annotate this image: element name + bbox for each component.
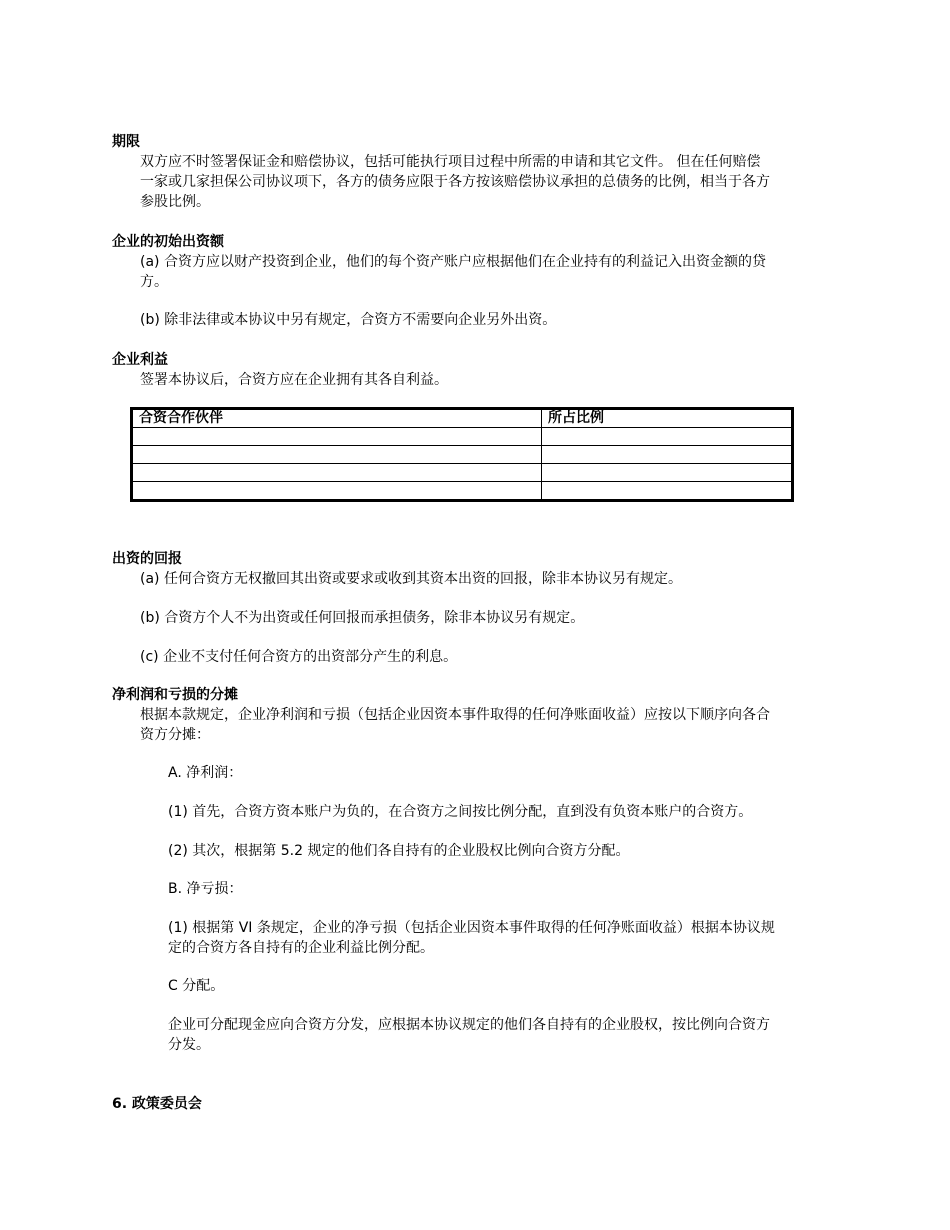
table-row xyxy=(132,428,793,446)
section-return xyxy=(112,549,840,667)
paragraph-line: 参股比例。 xyxy=(140,194,210,210)
paragraph-line: (c) 企业不支付任何合资方的出资部分产生的利息。 xyxy=(140,649,458,665)
table-header-partner: 合资合作伙伴 xyxy=(132,409,542,428)
table-header-ratio: 所占比例 xyxy=(542,409,793,428)
table-row xyxy=(132,446,793,464)
paragraph-line: (1) 根据第 VI 条规定，企业的净亏损（包括企业因资本事件取得的任何净账面收益）根据本协议规 xyxy=(168,920,775,936)
table-cell xyxy=(542,446,793,464)
section-term xyxy=(112,132,840,212)
section-heading: 期限 xyxy=(112,134,140,150)
section-heading: 出资的回报 xyxy=(112,551,182,567)
paragraph-line: (b) 除非法律或本协议中另有规定，合资方不需要向企业另外出资。 xyxy=(140,312,557,328)
table-cell xyxy=(542,464,793,482)
table-cell xyxy=(132,482,542,501)
paragraph-line: 企业可分配现金应向合资方分发，应根据本协议规定的他们各自持有的企业股权，按比例向合资方 xyxy=(168,1017,770,1033)
section-initial-capital xyxy=(112,232,840,330)
section-heading: 企业利益 xyxy=(112,352,168,368)
table-cell xyxy=(132,446,542,464)
section-allocation xyxy=(112,685,840,1055)
paragraph-line: (a) 合资方应以财产投资到企业，他们的每个资产账户应根据他们在企业持有的利益记入出资金额的贷 xyxy=(140,254,766,270)
paragraph-line: 双方应不时签署保证金和赔偿协议，包括可能执行项目过程中所需的申请和其它文件。 但在任何赔偿 xyxy=(140,154,761,170)
table-cell xyxy=(132,464,542,482)
section-heading: 6. 政策委员会 xyxy=(112,1096,202,1112)
section-policy xyxy=(112,1094,840,1114)
paragraph-line: 定的合资方各自持有的企业利益比例分配。 xyxy=(168,940,434,956)
partners-table xyxy=(130,407,794,502)
paragraph-line: 资方分摊： xyxy=(140,727,210,743)
paragraph-line: A. 净利润： xyxy=(168,765,243,781)
table-header-row xyxy=(132,409,793,428)
paragraph-line: 分发。 xyxy=(168,1037,210,1053)
paragraph-line: 一家或几家担保公司协议项下，各方的债务应限于各方按该赔偿协议承担的总债务的比例，相当于各方 xyxy=(140,174,770,190)
paragraph-line: (a) 任何合资方无权撤回其出资或要求或收到其资本出资的回报，除非本协议另有规定。 xyxy=(140,571,682,587)
paragraph-line: B. 净亏损： xyxy=(168,881,243,897)
section-interest xyxy=(112,350,840,390)
paragraph-line: (2) 其次，根据第 5.2 规定的他们各自持有的企业股权比例向合资方分配。 xyxy=(168,843,630,859)
paragraph-line: 方。 xyxy=(140,274,168,290)
paragraph-line: (b) 合资方个人不为出资或任何回报而承担债务，除非本协议另有规定。 xyxy=(140,610,585,626)
table-row xyxy=(132,482,793,501)
section-heading: 净利润和亏损的分摊 xyxy=(112,687,238,703)
table-cell xyxy=(542,482,793,501)
table-row xyxy=(132,464,793,482)
table-cell xyxy=(542,428,793,446)
section-heading: 企业的初始出资额 xyxy=(112,234,224,250)
paragraph-line: 根据本款规定，企业净利润和亏损（包括企业因资本事件取得的任何净账面收益）应按以下顺序向各合 xyxy=(140,707,770,723)
paragraph-line: (1) 首先，合资方资本账户为负的，在合资方之间按比例分配，直到没有负资本账户的合资方。 xyxy=(168,804,753,820)
paragraph-line: C 分配。 xyxy=(168,978,225,994)
paragraph-line: 签署本协议后，合资方应在企业拥有其各自利益。 xyxy=(140,372,448,388)
table-cell xyxy=(132,428,542,446)
